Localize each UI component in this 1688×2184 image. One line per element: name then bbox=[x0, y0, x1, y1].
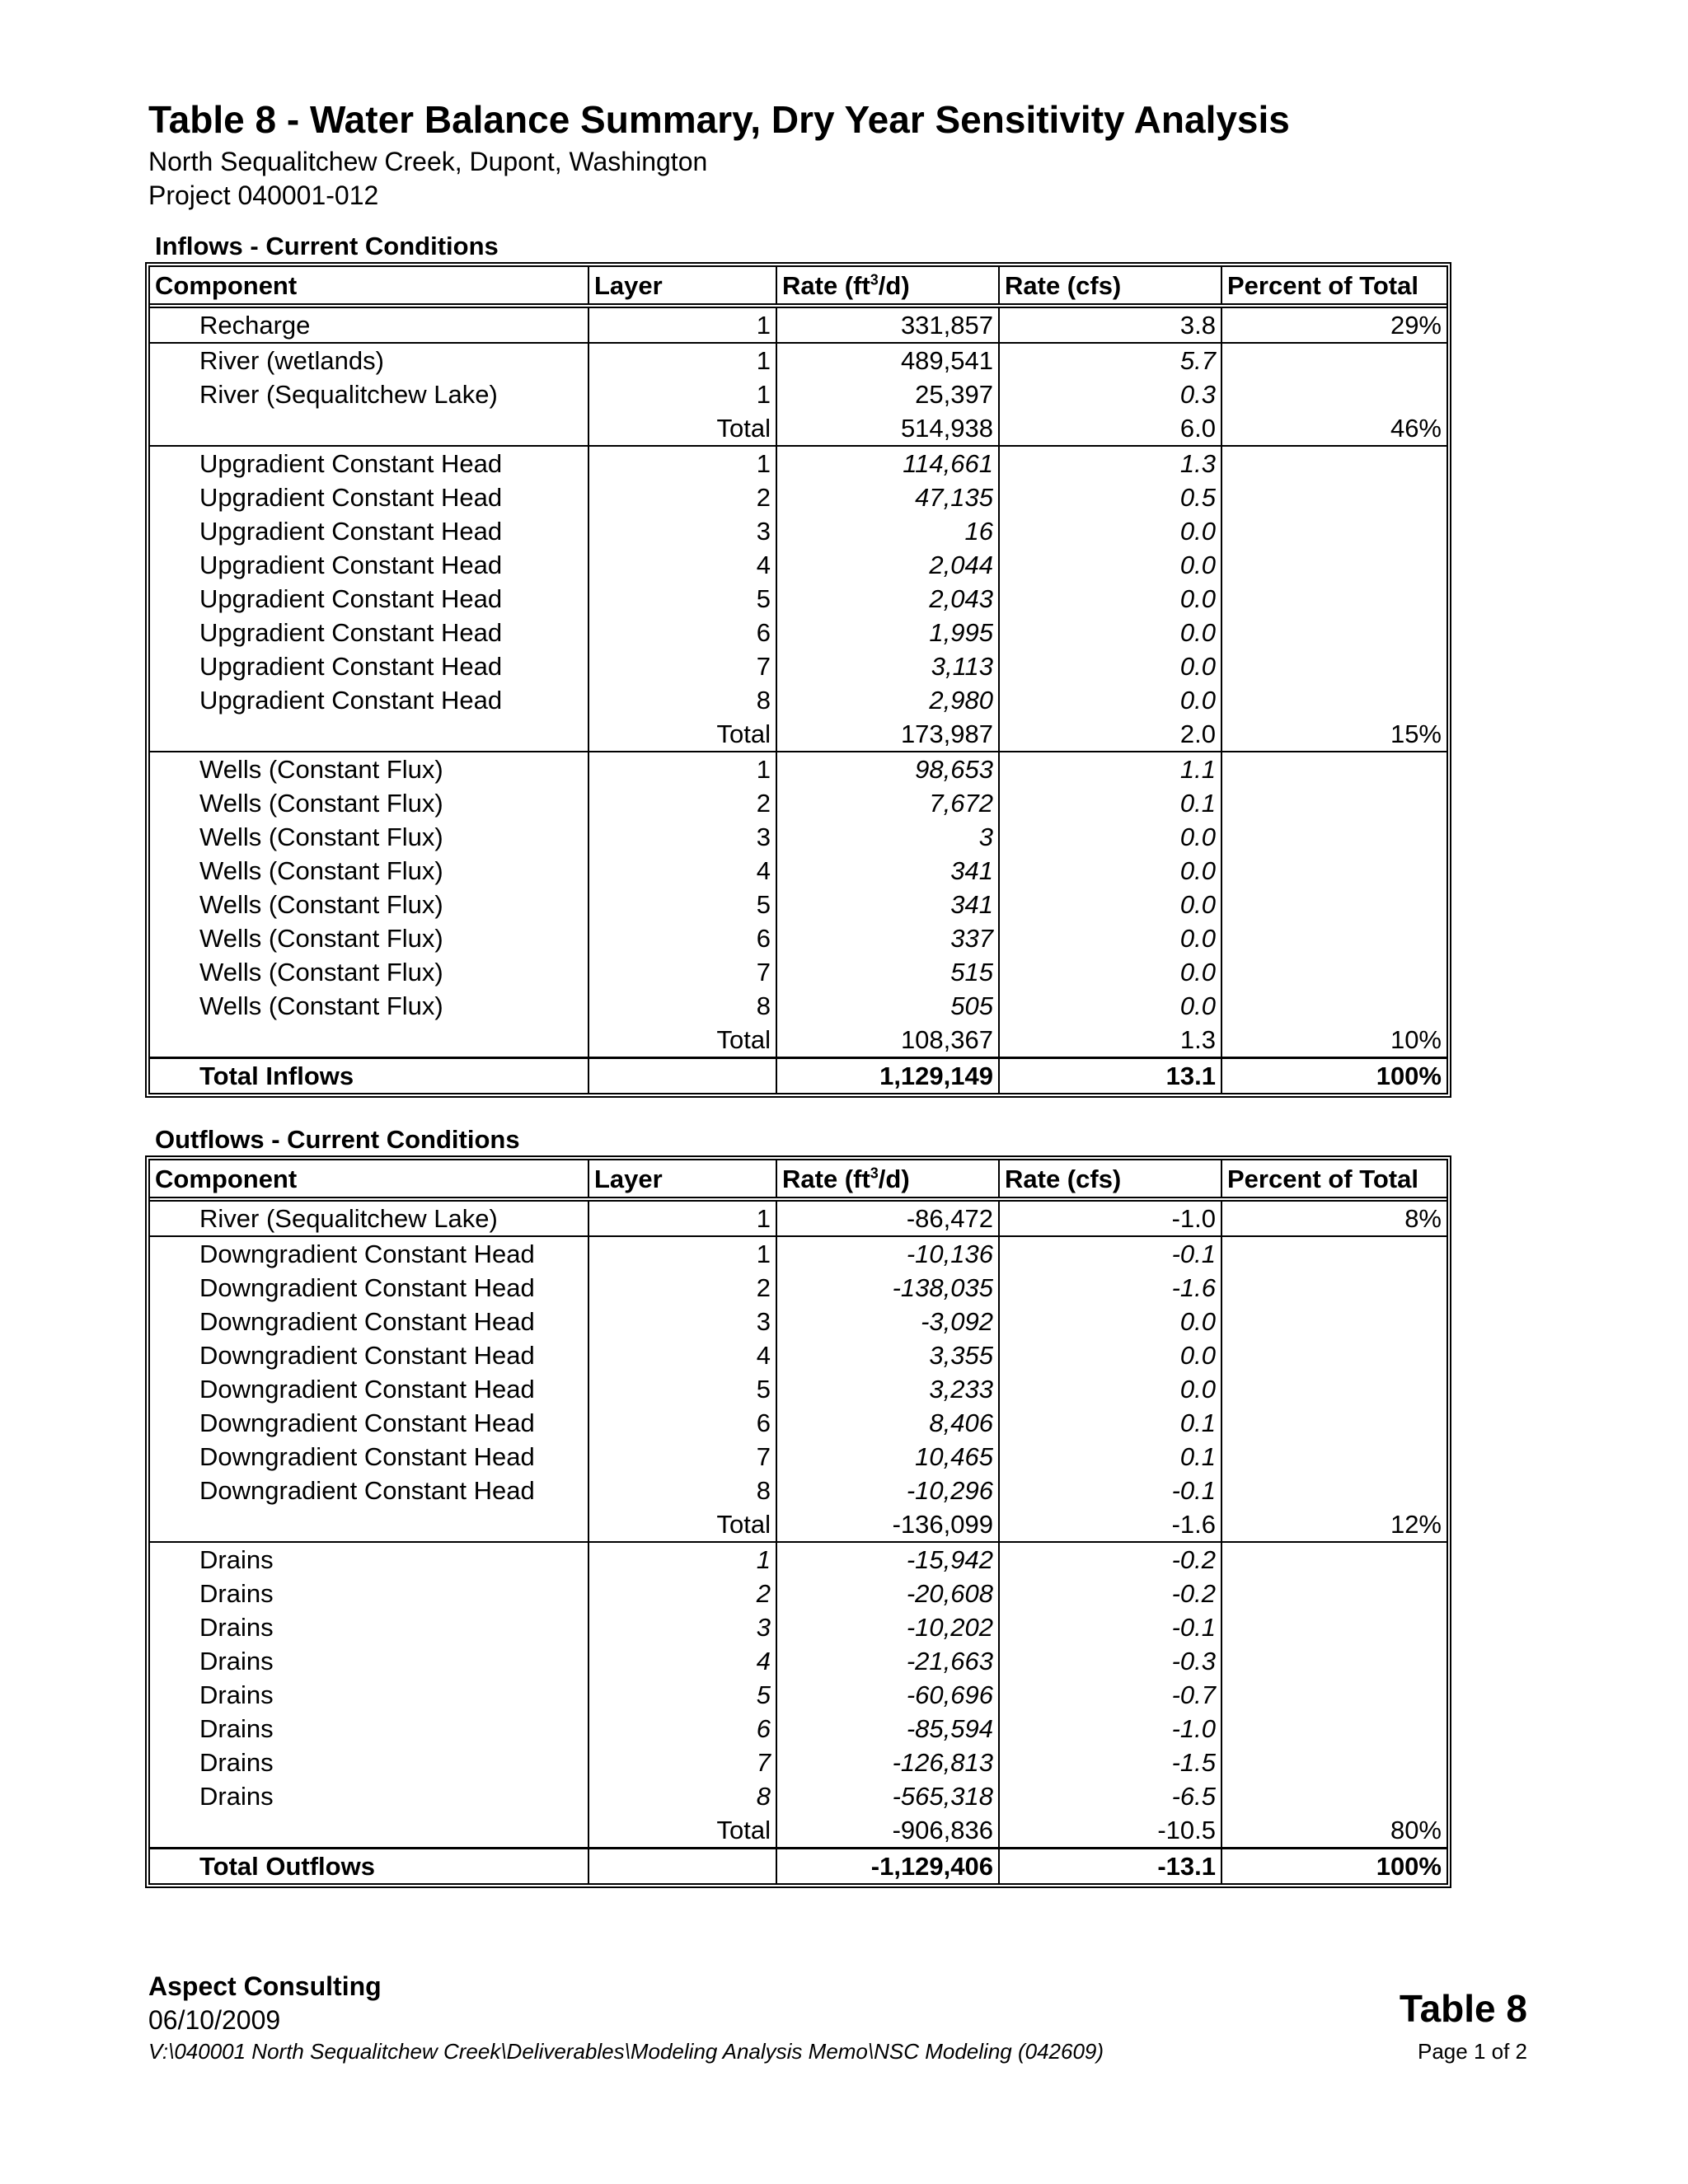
table-row bbox=[150, 683, 1447, 717]
cell-rate-ft3d: 1,995 bbox=[776, 616, 999, 649]
cell-rate-ft3d: 16 bbox=[776, 514, 999, 548]
cell-layer: 4 bbox=[588, 1338, 776, 1372]
table-row bbox=[150, 752, 1447, 786]
cell-component: Total Inflows bbox=[150, 1058, 588, 1094]
cell-component: Drains bbox=[199, 1782, 274, 1811]
cell-percent bbox=[1221, 955, 1447, 989]
cell-component: Upgradient Constant Head bbox=[199, 584, 503, 613]
cell-rate-cfs: 0.0 bbox=[999, 514, 1221, 548]
footer-page-number: Page 1 of 2 bbox=[1418, 2039, 1527, 2064]
cell-component: Upgradient Constant Head bbox=[199, 686, 503, 715]
cell-percent: 12% bbox=[1221, 1507, 1447, 1542]
table-row bbox=[150, 1440, 1447, 1474]
cell-rate-cfs: -1.5 bbox=[999, 1746, 1221, 1779]
table-row bbox=[150, 1779, 1447, 1813]
cell-rate-ft3d: 7,672 bbox=[776, 786, 999, 820]
table-row bbox=[150, 1474, 1447, 1507]
cell-percent bbox=[1221, 1406, 1447, 1440]
cell-rate-ft3d: -565,318 bbox=[776, 1779, 999, 1813]
cell-layer: Total bbox=[588, 1507, 776, 1542]
cell-rate-cfs: 0.0 bbox=[999, 820, 1221, 854]
cell-component: Wells (Constant Flux) bbox=[199, 755, 443, 784]
cell-rate-cfs: 1.3 bbox=[999, 1023, 1221, 1058]
cell-percent bbox=[1221, 1644, 1447, 1678]
table-row bbox=[150, 1542, 1447, 1577]
cell-percent bbox=[1221, 989, 1447, 1023]
cell-rate-ft3d: 331,857 bbox=[776, 306, 999, 343]
table-row bbox=[150, 786, 1447, 820]
cell-percent bbox=[1221, 820, 1447, 854]
inflows-table bbox=[150, 267, 1447, 1093]
cell-rate-cfs: 0.0 bbox=[999, 683, 1221, 717]
table-row bbox=[150, 717, 1447, 752]
cell-rate-ft3d: -21,663 bbox=[776, 1644, 999, 1678]
cell-rate-ft3d: 3,233 bbox=[776, 1372, 999, 1406]
cell-rate-cfs: 0.0 bbox=[999, 1372, 1221, 1406]
inflows-body bbox=[150, 306, 1447, 1093]
cell-layer: 5 bbox=[588, 582, 776, 616]
cell-percent bbox=[1221, 1779, 1447, 1813]
cell-component: Drains bbox=[199, 1680, 274, 1709]
cell-component: Wells (Constant Flux) bbox=[199, 924, 443, 953]
cell-component: Wells (Constant Flux) bbox=[199, 856, 443, 885]
cell-layer: 8 bbox=[588, 989, 776, 1023]
cell-rate-cfs: -10.5 bbox=[999, 1813, 1221, 1849]
table-row bbox=[150, 1305, 1447, 1338]
cell-rate-cfs: 13.1 bbox=[999, 1058, 1221, 1094]
cell-rate-ft3d: 2,043 bbox=[776, 582, 999, 616]
cell-rate-cfs: -1.6 bbox=[999, 1507, 1221, 1542]
cell-component: Upgradient Constant Head bbox=[199, 652, 503, 681]
footer-date: 06/10/2009 bbox=[148, 2005, 281, 2035]
table-row bbox=[150, 989, 1447, 1023]
cell-layer: 4 bbox=[588, 1644, 776, 1678]
cell-component: Drains bbox=[199, 1647, 274, 1675]
cell-percent bbox=[1221, 343, 1447, 377]
cell-layer: Total bbox=[588, 717, 776, 752]
page-subtitle: North Sequalitchew Creek, Dupont, Washington bbox=[148, 147, 708, 176]
cell-component: River (wetlands) bbox=[199, 346, 384, 375]
cell-layer: 2 bbox=[588, 480, 776, 514]
cell-percent bbox=[1221, 1305, 1447, 1338]
cell-layer: 1 bbox=[588, 306, 776, 343]
cell-percent: 80% bbox=[1221, 1813, 1447, 1849]
cell-percent bbox=[1221, 752, 1447, 786]
cell-rate-ft3d: 489,541 bbox=[776, 343, 999, 377]
table-row bbox=[150, 377, 1447, 411]
table-row bbox=[150, 1746, 1447, 1779]
cell-percent bbox=[1221, 480, 1447, 514]
cell-layer: 6 bbox=[588, 921, 776, 955]
cell-layer: 4 bbox=[588, 548, 776, 582]
cell-rate-ft3d: 3,113 bbox=[776, 649, 999, 683]
cell-rate-ft3d: 514,938 bbox=[776, 411, 999, 446]
cell-percent: 46% bbox=[1221, 411, 1447, 446]
table-row bbox=[150, 1577, 1447, 1610]
cell-percent bbox=[1221, 1440, 1447, 1474]
cell-layer: 1 bbox=[588, 1236, 776, 1271]
cell-component: River (Sequalitchew Lake) bbox=[150, 1199, 588, 1236]
cell-component bbox=[150, 717, 588, 752]
cell-layer: Total bbox=[588, 1813, 776, 1849]
cell-rate-ft3d: -86,472 bbox=[776, 1199, 999, 1236]
cell-rate-cfs: -0.3 bbox=[999, 1644, 1221, 1678]
cell-rate-cfs: 1.3 bbox=[999, 446, 1221, 480]
col-rate-cfs-header: Rate (cfs) bbox=[999, 267, 1221, 306]
cell-rate-cfs: 0.0 bbox=[999, 955, 1221, 989]
cell-layer: 4 bbox=[588, 854, 776, 888]
cell-layer: 1 bbox=[588, 1542, 776, 1577]
total-row bbox=[150, 1058, 1447, 1094]
cell-rate-ft3d: 1,129,149 bbox=[776, 1058, 999, 1094]
cell-component: Drains bbox=[199, 1748, 274, 1777]
cell-percent: 15% bbox=[1221, 717, 1447, 752]
cell-percent bbox=[1221, 1236, 1447, 1271]
cell-component: Wells (Constant Flux) bbox=[199, 890, 443, 919]
table-row bbox=[150, 854, 1447, 888]
cell-percent: 8% bbox=[1221, 1199, 1447, 1236]
cell-component bbox=[150, 1813, 588, 1849]
cell-layer: 1 bbox=[588, 446, 776, 480]
cell-percent bbox=[1221, 1712, 1447, 1746]
cell-component bbox=[150, 411, 588, 446]
cell-rate-cfs: -0.1 bbox=[999, 1236, 1221, 1271]
cell-rate-cfs: 0.0 bbox=[999, 888, 1221, 921]
cell-layer: 6 bbox=[588, 1406, 776, 1440]
cell-layer: 3 bbox=[588, 1305, 776, 1338]
cell-rate-ft3d: 341 bbox=[776, 854, 999, 888]
table-row bbox=[150, 1406, 1447, 1440]
cell-component: Wells (Constant Flux) bbox=[199, 789, 443, 818]
cell-layer bbox=[588, 1058, 776, 1094]
cell-percent bbox=[1221, 616, 1447, 649]
cell-percent bbox=[1221, 1338, 1447, 1372]
cell-component bbox=[150, 1023, 588, 1058]
cell-layer: 7 bbox=[588, 1440, 776, 1474]
cell-component: Downgradient Constant Head bbox=[199, 1240, 535, 1268]
cell-percent bbox=[1221, 1474, 1447, 1507]
cell-layer: 7 bbox=[588, 955, 776, 989]
cell-rate-ft3d: 8,406 bbox=[776, 1406, 999, 1440]
cell-layer: 6 bbox=[588, 1712, 776, 1746]
cell-component: Downgradient Constant Head bbox=[199, 1442, 535, 1471]
cell-rate-cfs: 0.0 bbox=[999, 989, 1221, 1023]
cell-percent bbox=[1221, 1542, 1447, 1577]
cell-component: River (Sequalitchew Lake) bbox=[199, 380, 498, 409]
cell-layer: 2 bbox=[588, 786, 776, 820]
table-row bbox=[150, 1644, 1447, 1678]
col-rate-ft3d-header: Rate $(ft^3/d)$ bbox=[776, 1160, 999, 1199]
cell-rate-cfs: 0.3 bbox=[999, 377, 1221, 411]
outflows-body bbox=[150, 1199, 1447, 1883]
cell-rate-cfs: 0.5 bbox=[999, 480, 1221, 514]
table-row bbox=[150, 888, 1447, 921]
table-row bbox=[150, 1199, 1447, 1236]
cell-rate-ft3d: -138,035 bbox=[776, 1271, 999, 1305]
cell-rate-ft3d: -906,836 bbox=[776, 1813, 999, 1849]
cell-rate-ft3d: -10,202 bbox=[776, 1610, 999, 1644]
cell-percent: 10% bbox=[1221, 1023, 1447, 1058]
cell-layer bbox=[588, 1849, 776, 1884]
cell-rate-ft3d: -136,099 bbox=[776, 1507, 999, 1542]
cell-percent bbox=[1221, 854, 1447, 888]
cell-rate-cfs: -13.1 bbox=[999, 1849, 1221, 1884]
outflows-table bbox=[150, 1160, 1447, 1883]
cell-component: Drains bbox=[199, 1579, 274, 1608]
cell-percent: 100% bbox=[1221, 1058, 1447, 1094]
cell-component: Recharge bbox=[150, 306, 588, 343]
cell-rate-cfs: -1.0 bbox=[999, 1199, 1221, 1236]
cell-rate-cfs: 0.0 bbox=[999, 854, 1221, 888]
cell-rate-ft3d: -1,129,406 bbox=[776, 1849, 999, 1884]
table-row bbox=[150, 411, 1447, 446]
cell-rate-cfs: 3.8 bbox=[999, 306, 1221, 343]
page-title: Table 8 - Water Balance Summary, Dry Year Sensitivity Analysis bbox=[148, 98, 1290, 141]
outflows-heading: Outflows - Current Conditions bbox=[155, 1125, 520, 1154]
cell-rate-cfs: 0.1 bbox=[999, 1440, 1221, 1474]
outflows-header-row bbox=[150, 1160, 1447, 1199]
cell-rate-cfs: 0.0 bbox=[999, 548, 1221, 582]
cell-component: Upgradient Constant Head bbox=[199, 449, 503, 478]
cell-layer: 8 bbox=[588, 683, 776, 717]
footer-company: Aspect Consulting bbox=[148, 1971, 382, 2001]
cell-rate-ft3d: -10,296 bbox=[776, 1474, 999, 1507]
cell-rate-ft3d: 114,661 bbox=[776, 446, 999, 480]
cell-layer: 1 bbox=[588, 752, 776, 786]
cell-rate-ft3d: 173,987 bbox=[776, 717, 999, 752]
cell-rate-cfs: -0.2 bbox=[999, 1577, 1221, 1610]
cell-layer: 6 bbox=[588, 616, 776, 649]
col-layer-header: Layer bbox=[588, 267, 776, 306]
cell-percent bbox=[1221, 649, 1447, 683]
inflows-heading: Inflows - Current Conditions bbox=[155, 232, 499, 260]
footer-file-path: V:\040001 North Sequalitchew Creek\Deliverables\Modeling Analysis Memo\NSC Modeling (042609) bbox=[148, 2039, 1104, 2064]
cell-component: Wells (Constant Flux) bbox=[199, 958, 443, 987]
table-row bbox=[150, 343, 1447, 377]
cell-rate-cfs: 1.1 bbox=[999, 752, 1221, 786]
col-rate-ft3d-header: Rate $(ft^3/d)$ bbox=[776, 267, 999, 306]
table-row bbox=[150, 1813, 1447, 1849]
cell-percent bbox=[1221, 377, 1447, 411]
cell-component: Upgradient Constant Head bbox=[199, 551, 503, 579]
cell-component: Upgradient Constant Head bbox=[199, 483, 503, 512]
cell-percent bbox=[1221, 582, 1447, 616]
cell-rate-cfs: 0.0 bbox=[999, 921, 1221, 955]
col-percent-header: Percent of Total bbox=[1221, 1160, 1447, 1199]
cell-component: Upgradient Constant Head bbox=[199, 517, 503, 546]
cell-rate-ft3d: 3 bbox=[776, 820, 999, 854]
table-row bbox=[150, 649, 1447, 683]
total-row bbox=[150, 1849, 1447, 1884]
cell-layer: 3 bbox=[588, 820, 776, 854]
cell-component: Drains bbox=[199, 1613, 274, 1642]
cell-percent bbox=[1221, 1610, 1447, 1644]
cell-component: Downgradient Constant Head bbox=[199, 1375, 535, 1404]
cell-layer: 2 bbox=[588, 1577, 776, 1610]
cell-rate-cfs: 5.7 bbox=[999, 343, 1221, 377]
cell-rate-cfs: 6.0 bbox=[999, 411, 1221, 446]
table-row bbox=[150, 306, 1447, 343]
table-row bbox=[150, 1236, 1447, 1271]
cell-percent bbox=[1221, 1271, 1447, 1305]
cell-rate-ft3d: 47,135 bbox=[776, 480, 999, 514]
table-row bbox=[150, 1023, 1447, 1058]
cell-component: Drains bbox=[199, 1714, 274, 1743]
cell-component: Wells (Constant Flux) bbox=[199, 991, 443, 1020]
cell-layer: 2 bbox=[588, 1271, 776, 1305]
cell-component: Downgradient Constant Head bbox=[199, 1408, 535, 1437]
col-rate-cfs-header: Rate (cfs) bbox=[999, 1160, 1221, 1199]
table-row bbox=[150, 446, 1447, 480]
outflows-table-frame bbox=[145, 1155, 1451, 1888]
cell-rate-ft3d: -20,608 bbox=[776, 1577, 999, 1610]
cell-rate-ft3d: 2,044 bbox=[776, 548, 999, 582]
cell-rate-ft3d: 10,465 bbox=[776, 1440, 999, 1474]
table-row bbox=[150, 955, 1447, 989]
cell-percent bbox=[1221, 548, 1447, 582]
cell-component: Drains bbox=[199, 1545, 274, 1574]
table-row bbox=[150, 1372, 1447, 1406]
table-row bbox=[150, 1610, 1447, 1644]
cell-rate-cfs: 0.0 bbox=[999, 582, 1221, 616]
cell-percent: 29% bbox=[1221, 306, 1447, 343]
cell-component: Downgradient Constant Head bbox=[199, 1476, 535, 1505]
cell-layer: 1 bbox=[588, 343, 776, 377]
cell-percent bbox=[1221, 514, 1447, 548]
cell-percent bbox=[1221, 683, 1447, 717]
cell-layer: 3 bbox=[588, 1610, 776, 1644]
footer-table-label: Table 8 bbox=[1399, 1987, 1527, 2030]
cell-rate-cfs: -0.2 bbox=[999, 1542, 1221, 1577]
cell-rate-ft3d: -15,942 bbox=[776, 1542, 999, 1577]
cell-rate-ft3d: -10,136 bbox=[776, 1236, 999, 1271]
cell-rate-cfs: 0.0 bbox=[999, 1338, 1221, 1372]
cell-percent bbox=[1221, 446, 1447, 480]
cell-percent: 100% bbox=[1221, 1849, 1447, 1884]
cell-rate-ft3d: 341 bbox=[776, 888, 999, 921]
cell-component: Downgradient Constant Head bbox=[199, 1307, 535, 1336]
cell-component: Total Outflows bbox=[150, 1849, 588, 1884]
table-row bbox=[150, 1507, 1447, 1542]
project-number: Project 040001-012 bbox=[148, 180, 379, 210]
cell-rate-ft3d: 505 bbox=[776, 989, 999, 1023]
cell-layer: 1 bbox=[588, 377, 776, 411]
cell-rate-cfs: -1.0 bbox=[999, 1712, 1221, 1746]
cell-rate-ft3d: 108,367 bbox=[776, 1023, 999, 1058]
inflows-header-row bbox=[150, 267, 1447, 306]
table-row bbox=[150, 514, 1447, 548]
col-component-header: Component bbox=[155, 270, 298, 300]
cell-layer: Total bbox=[588, 1023, 776, 1058]
cell-rate-cfs: 0.0 bbox=[999, 1305, 1221, 1338]
cell-layer: 8 bbox=[588, 1779, 776, 1813]
table-row bbox=[150, 548, 1447, 582]
table-row bbox=[150, 616, 1447, 649]
cell-layer: 3 bbox=[588, 514, 776, 548]
table-row bbox=[150, 820, 1447, 854]
cell-rate-ft3d: -85,594 bbox=[776, 1712, 999, 1746]
cell-component: Upgradient Constant Head bbox=[199, 618, 503, 647]
table-row bbox=[150, 921, 1447, 955]
cell-layer: 7 bbox=[588, 1746, 776, 1779]
cell-component: Downgradient Constant Head bbox=[199, 1341, 535, 1370]
inflows-table-frame bbox=[145, 262, 1451, 1098]
cell-rate-cfs: -0.7 bbox=[999, 1678, 1221, 1712]
cell-rate-ft3d: -3,092 bbox=[776, 1305, 999, 1338]
cell-component: Wells (Constant Flux) bbox=[199, 823, 443, 851]
cell-rate-cfs: -0.1 bbox=[999, 1474, 1221, 1507]
cell-rate-ft3d: 2,980 bbox=[776, 683, 999, 717]
cell-rate-ft3d: 515 bbox=[776, 955, 999, 989]
cell-layer: 1 bbox=[588, 1199, 776, 1236]
cell-percent bbox=[1221, 1746, 1447, 1779]
cell-rate-cfs: -6.5 bbox=[999, 1779, 1221, 1813]
cell-rate-cfs: -0.1 bbox=[999, 1610, 1221, 1644]
col-percent-header: Percent of Total bbox=[1221, 267, 1447, 306]
cell-layer: Total bbox=[588, 411, 776, 446]
table-row bbox=[150, 1338, 1447, 1372]
cell-rate-ft3d: 337 bbox=[776, 921, 999, 955]
table-row bbox=[150, 582, 1447, 616]
cell-rate-cfs: 0.1 bbox=[999, 786, 1221, 820]
cell-rate-cfs: 2.0 bbox=[999, 717, 1221, 752]
table-row bbox=[150, 1678, 1447, 1712]
cell-rate-cfs: 0.0 bbox=[999, 616, 1221, 649]
cell-rate-cfs: -1.6 bbox=[999, 1271, 1221, 1305]
cell-rate-ft3d: 25,397 bbox=[776, 377, 999, 411]
cell-layer: 5 bbox=[588, 888, 776, 921]
cell-percent bbox=[1221, 786, 1447, 820]
col-component-header: Component bbox=[155, 1164, 298, 1193]
table-row bbox=[150, 1712, 1447, 1746]
table-row bbox=[150, 480, 1447, 514]
cell-rate-cfs: 0.1 bbox=[999, 1406, 1221, 1440]
cell-rate-ft3d: 98,653 bbox=[776, 752, 999, 786]
cell-layer: 5 bbox=[588, 1678, 776, 1712]
cell-percent bbox=[1221, 888, 1447, 921]
cell-percent bbox=[1221, 1372, 1447, 1406]
col-layer-header: Layer bbox=[588, 1160, 776, 1199]
cell-percent bbox=[1221, 921, 1447, 955]
cell-rate-ft3d: 3,355 bbox=[776, 1338, 999, 1372]
cell-rate-ft3d: -60,696 bbox=[776, 1678, 999, 1712]
cell-rate-cfs: 0.0 bbox=[999, 649, 1221, 683]
cell-component: Downgradient Constant Head bbox=[199, 1273, 535, 1302]
cell-component bbox=[150, 1507, 588, 1542]
cell-layer: 5 bbox=[588, 1372, 776, 1406]
cell-rate-ft3d: -126,813 bbox=[776, 1746, 999, 1779]
cell-layer: 8 bbox=[588, 1474, 776, 1507]
cell-percent bbox=[1221, 1577, 1447, 1610]
cell-layer: 7 bbox=[588, 649, 776, 683]
table-row bbox=[150, 1271, 1447, 1305]
cell-percent bbox=[1221, 1678, 1447, 1712]
